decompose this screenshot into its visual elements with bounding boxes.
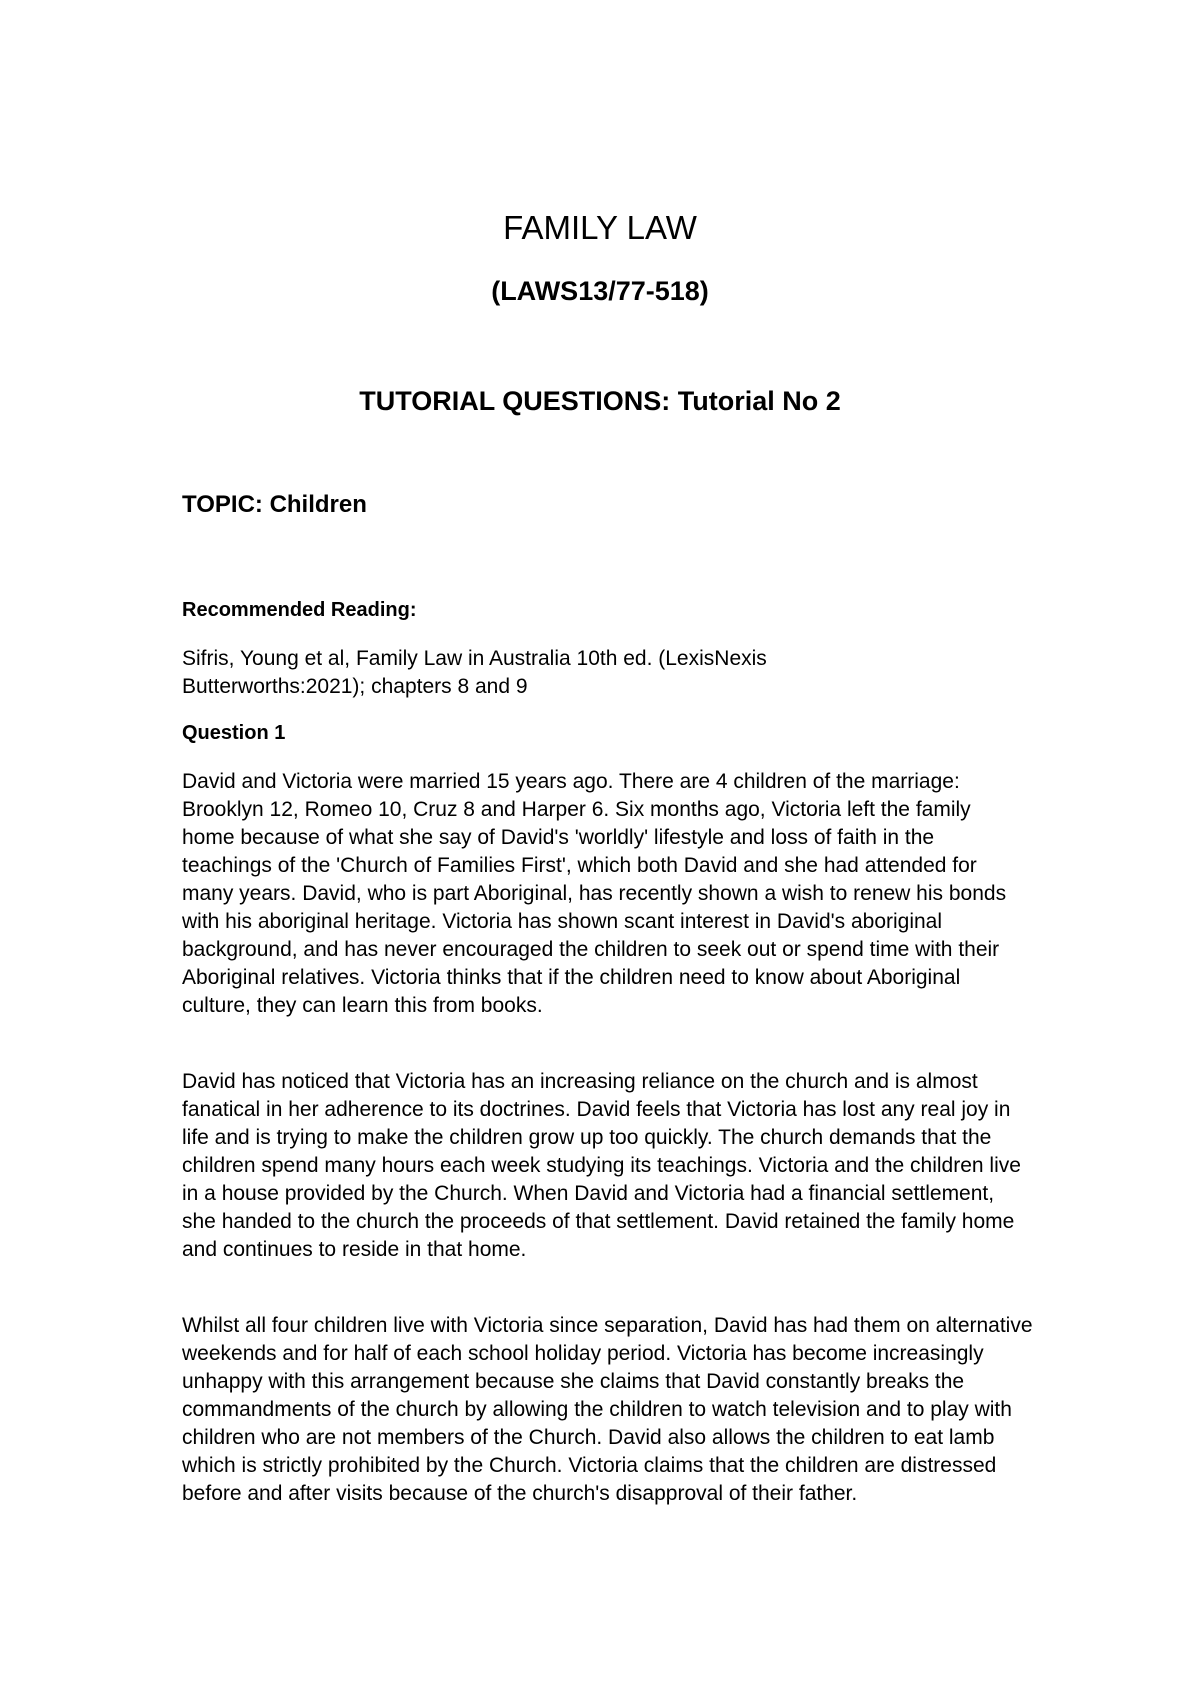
question-1-paragraph: David and Victoria were married 15 years ago. There are 4 children of the marriage: Brooklyn 12, Romeo 10, Cruz 8 and Harper 6. Six months ago, Victoria left the family home because of what she say of David's 'worldly' lifestyle and loss of faith in the teachings of the 'Church of Families First', which both David and she had attended for many years. David, who is part Aboriginal, has recently shown a wish to renew his bonds with his aboriginal heritage. Victoria has shown scant interest in David's aboriginal background, and has never encouraged the children to seek out or spend time with their Aboriginal relatives. Victoria thinks that if the children need to know about Aboriginal culture, they can learn this from books.	[182, 770, 1007, 1017]
recommended-reading-text: Sifris, Young et al, Family Law in Australia 10th ed. (LexisNexis Butterworths:2021); chapters 8 and 9	[182, 647, 767, 698]
recommended-reading-heading: Recommended Reading:	[182, 599, 417, 621]
course-code: (LAWS13/77-518)	[491, 276, 709, 306]
question-1-paragraph: Whilst all four children live with Victoria since separation, David has had them on alternative weekends and for half of each school holiday period. Victoria has become increasingly unhappy with this arrangement because she claims that David constantly breaks the commandments of the church by allowing the children to watch television and to play with children who are not members of the Church. David also allows the children to eat lamb which is strictly prohibited by the Church. Victoria claims that the children are distressed before and after visits because of the church's disapproval of their father.	[182, 1314, 1033, 1505]
topic-heading: TOPIC: Children	[182, 491, 367, 518]
question-1-paragraph: David has noticed that Victoria has an increasing reliance on the church and is almost fanatical in her adherence to its doctrines. David feels that Victoria has lost any real joy in life and is trying to make the children grow up too quickly. The church demands that the children spend many hours each week studying its teachings. Victoria and the children live in a house provided by the Church. When David and Victoria had a financial settlement, she handed to the church the proceeds of that settlement. David retained the family home and continues to reside in that home.	[182, 1070, 1021, 1261]
question-1-heading: Question 1	[182, 722, 286, 744]
document-title: FAMILY LAW	[503, 209, 697, 246]
tutorial-heading: TUTORIAL QUESTIONS: Tutorial No 2	[359, 386, 841, 416]
